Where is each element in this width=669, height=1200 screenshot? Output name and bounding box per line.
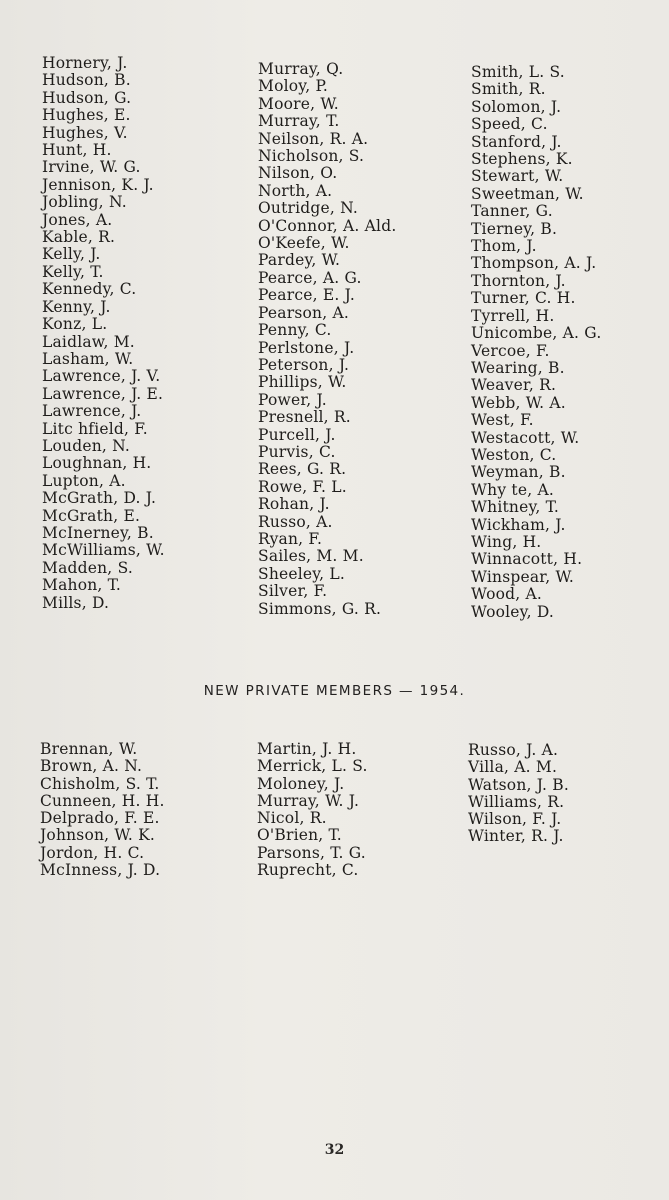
member-name: Lawrence, J.	[42, 402, 142, 421]
member-name: Wickham, J.	[471, 515, 566, 534]
member-name: Russo, J. A.	[468, 741, 559, 759]
member-name: Lasham, W.	[42, 349, 134, 368]
member-name: Jobling, N.	[42, 193, 127, 212]
member-name: McGrath, D. J.	[42, 489, 157, 508]
members-column-3	[471, 64, 601, 621]
member-name: Moloy, P.	[258, 77, 329, 96]
member-name: Murray, T.	[258, 112, 340, 131]
member-name: Winnacott, H.	[471, 550, 583, 569]
member-name: Unicombe, A. G.	[471, 324, 602, 343]
member-name: Weaver, R.	[471, 376, 557, 395]
member-name: Kennedy, C.	[42, 280, 137, 299]
member-name: Murray, Q.	[258, 60, 344, 78]
member-name: Vercoe, F.	[471, 341, 550, 360]
member-name: Westacott, W.	[471, 428, 580, 447]
member-name: Williams, R.	[468, 792, 565, 811]
member-name: Pearce, E. J.	[258, 286, 355, 305]
member-name: Jennison, K. J.	[42, 175, 154, 194]
member-name: Winter, R. J.	[468, 827, 564, 846]
member-name: Hornery, J.	[42, 54, 128, 72]
member-name: Watson, J. B.	[468, 775, 569, 794]
member-name: Martin, J. H.	[257, 740, 357, 758]
member-name: Kelly, J.	[42, 245, 101, 264]
member-name: Chisholm, S. T.	[40, 774, 160, 793]
member-name: Parsons, T. G.	[257, 843, 366, 862]
member-name: Power, J.	[258, 390, 327, 409]
member-name: Thompson, A. J.	[471, 254, 597, 273]
member-name: Kelly, T.	[42, 262, 104, 281]
member-name: Rowe, F. L.	[258, 477, 347, 496]
member-name: McWilliams, W.	[42, 541, 165, 560]
member-name: Purvis, C.	[258, 442, 336, 461]
member-name: Pearce, A. G.	[258, 268, 362, 287]
member-name: O'Keefe, W.	[258, 234, 350, 253]
member-name: Loughnan, H.	[42, 454, 152, 473]
member-name: Winspear, W.	[471, 567, 574, 586]
member-name: Delprado, F. E.	[40, 809, 160, 828]
member-name: Murray, W. J.	[257, 791, 360, 810]
new-members-column-3	[468, 742, 569, 846]
member-name: Wood, A.	[471, 585, 543, 604]
member-name: Stewart, W.	[471, 167, 564, 186]
member-name: Johnson, W. K.	[40, 826, 156, 845]
members-column-1	[42, 55, 165, 612]
member-name: McGrath, E.	[42, 506, 141, 525]
member-name: Silver, F.	[258, 582, 328, 601]
member-name: Nicholson, S.	[258, 147, 365, 166]
member-name: North, A.	[258, 181, 333, 200]
member-name: Smith, R.	[471, 80, 546, 99]
member-name: Kable, R.	[42, 228, 116, 247]
member-name: Mills, D.	[42, 593, 110, 612]
member-name: Mahon, T.	[42, 576, 122, 595]
member-name: Stephens, K.	[471, 150, 573, 169]
member-name: Thom, J.	[471, 237, 537, 256]
member-name: Phillips, W.	[258, 373, 347, 392]
member-name: Madden, S.	[42, 558, 133, 577]
member-name: Thornton, J.	[471, 271, 566, 290]
member-name: Laidlaw, M.	[42, 332, 135, 351]
member-name: O'Brien, T.	[257, 826, 342, 845]
member-name: Weston, C.	[471, 445, 557, 464]
member-name: Tyrrell, H.	[471, 306, 555, 325]
member-name: Wooley, D.	[471, 602, 555, 621]
member-name: Peterson, J.	[258, 355, 350, 374]
member-name: Irvine, W. G.	[42, 158, 141, 177]
member-name: Moore, W.	[258, 94, 339, 113]
member-name: Hudson, G.	[42, 88, 132, 107]
member-name: Brown, A. N.	[40, 757, 143, 776]
member-name: Nilson, O.	[258, 164, 338, 183]
member-name: Wearing, B.	[471, 358, 565, 377]
member-name: Jordon, H. C.	[40, 843, 145, 862]
member-name: Moloney, J.	[257, 774, 345, 793]
member-name: Lawrence, J. E.	[42, 384, 164, 403]
member-name: Outridge, N.	[258, 199, 359, 218]
page-number: 32	[324, 1142, 345, 1158]
member-name: Penny, C.	[258, 321, 332, 340]
member-name: Rohan, J.	[258, 495, 330, 514]
member-name: Stanford, J.	[471, 132, 562, 151]
new-members-column-1	[40, 741, 165, 879]
member-name: McInerney, B.	[42, 523, 154, 542]
member-name: Weyman, B.	[471, 463, 566, 482]
member-name: O'Connor, A. Ald.	[258, 216, 397, 235]
member-name: Why te, A.	[471, 480, 554, 499]
member-name: Wing, H.	[471, 532, 542, 551]
member-name: McInness, J. D.	[40, 861, 161, 880]
member-name: Speed, C.	[471, 115, 548, 134]
member-name: Kenny, J.	[42, 297, 111, 316]
member-name: Hughes, E.	[42, 106, 131, 125]
member-name: Hunt, H.	[42, 141, 112, 160]
member-name: Brennan, W.	[40, 740, 138, 758]
member-name: Lawrence, J. V.	[42, 367, 161, 386]
member-name: Tierney, B.	[471, 219, 558, 238]
member-name: Webb, W. A.	[471, 393, 566, 412]
member-name: Louden, N.	[42, 436, 131, 455]
member-name: Turner, C. H.	[471, 289, 576, 308]
member-name: Jones, A.	[42, 210, 113, 229]
member-name: Ryan, F.	[258, 529, 323, 548]
member-name: Lupton, A.	[42, 471, 126, 490]
member-name: Sailes, M. M.	[258, 547, 364, 566]
member-name: Purcell, J.	[258, 425, 336, 444]
member-name: Presnell, R.	[258, 408, 351, 427]
member-name: Konz, L.	[42, 315, 108, 334]
member-name: Nicol, R.	[257, 809, 327, 828]
new-members-column-2	[257, 741, 368, 879]
member-name: Simmons, G. R.	[258, 599, 382, 618]
member-name: Tanner, G.	[471, 202, 553, 221]
member-name: Hughes, V.	[42, 123, 128, 142]
member-name: Litc hfield, F.	[42, 419, 148, 438]
member-name: Pardey, W.	[258, 251, 341, 270]
new-members-heading: NEW PRIVATE MEMBERS — 1954.	[203, 683, 466, 699]
member-name: Sweetman, W.	[471, 184, 584, 203]
member-name: Neilson, R. A.	[258, 129, 369, 148]
member-name: Perlstone, J.	[258, 338, 355, 357]
member-name: Russo, A.	[258, 512, 333, 531]
member-name: Hudson, B.	[42, 71, 131, 90]
member-name: Merrick, L. S.	[257, 757, 368, 776]
member-name: Whitney, T.	[471, 498, 559, 517]
member-name: Solomon, J.	[471, 97, 562, 116]
member-name: Villa, A. M.	[468, 758, 558, 777]
member-name: Pearson, A.	[258, 303, 349, 322]
member-name: Rees, G. R.	[258, 460, 347, 479]
member-name: West, F.	[471, 411, 534, 430]
member-name: Wilson, F. J.	[468, 810, 562, 829]
members-column-2	[258, 61, 396, 618]
member-name: Cunneen, H. H.	[40, 791, 165, 810]
member-name: Sheeley, L.	[258, 564, 346, 583]
member-name: Smith, L. S.	[471, 63, 565, 81]
member-name: Ruprecht, C.	[257, 861, 359, 880]
